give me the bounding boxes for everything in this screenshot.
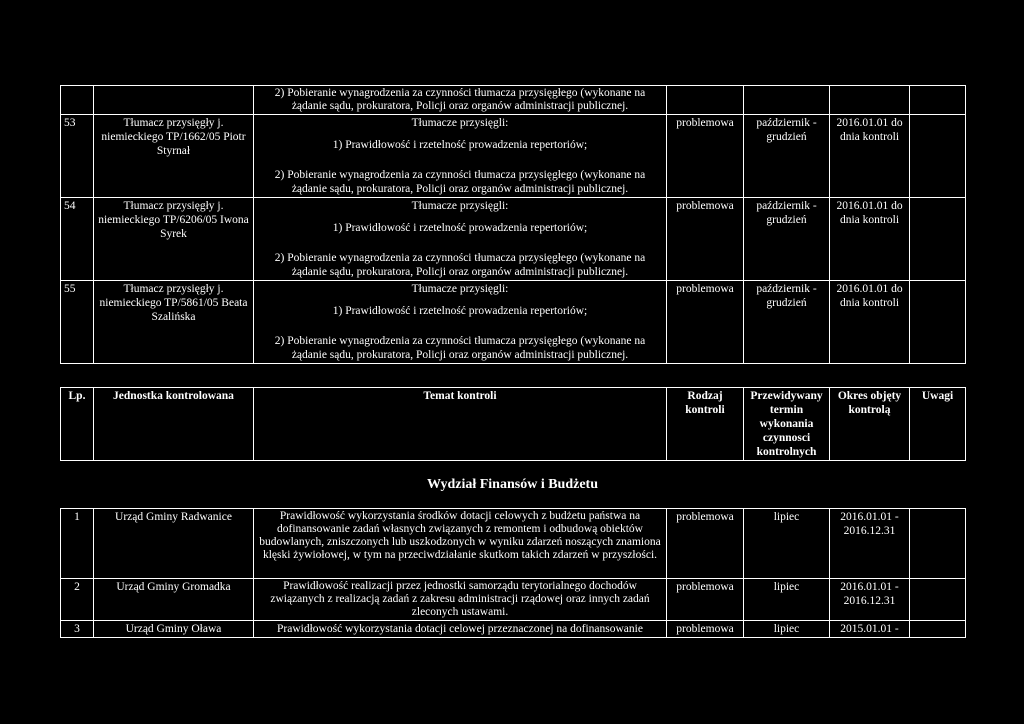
type-cell: problemowa bbox=[667, 281, 744, 364]
scope-cell: 2016.01.01 do dnia kontroli bbox=[830, 198, 910, 281]
topic-point-1: 1) Prawidłowość i rzetelność prowadzenia repertoriów; bbox=[332, 305, 588, 317]
term-cell: październik - grudzień bbox=[744, 115, 830, 198]
notes-cell bbox=[910, 115, 966, 198]
unit-cell: Tłumacz przysięgły j. niemieckiego TP/5861/05 Beata Szalińska bbox=[94, 281, 254, 364]
row-number: 54 bbox=[61, 198, 94, 281]
topic-point-2: 2) Pobieranie wynagrodzenia za czynności tłumacza przysięgłego (wykonane na żądanie sądu, prokuratora, Policji oraz organów administracji publicznej. bbox=[274, 169, 646, 195]
type-cell: problemowa bbox=[667, 579, 744, 621]
unit-cell: Tłumacz przysięgły j. niemieckiego TP/1662/05 Piotr Styrnał bbox=[94, 115, 254, 198]
translators-table bbox=[60, 85, 966, 364]
topic-heading: Tłumacze przysięgli: bbox=[411, 283, 509, 295]
scope-cell: 2016.01.01 - 2016.12.31 bbox=[830, 579, 910, 621]
notes-cell bbox=[910, 579, 966, 621]
header-topic: Temat kontroli bbox=[254, 388, 667, 461]
table-row bbox=[61, 579, 966, 621]
row-number: 1 bbox=[61, 509, 94, 579]
finance-table bbox=[60, 508, 966, 638]
row-number: 2 bbox=[61, 579, 94, 621]
topic-cell bbox=[254, 198, 667, 281]
term-cell: lipiec bbox=[744, 579, 830, 621]
row-number: 3 bbox=[61, 621, 94, 638]
type-cell: problemowa bbox=[667, 621, 744, 638]
type-cell: problemowa bbox=[667, 115, 744, 198]
topic-cell: Prawidłowość wykorzystania środków dotacji celowych z budżetu państwa na dofinansowanie zadań własnych związanych z remontem i odbudową obiektów budowlanych, zniszczonych lub uszkodzonych w wyniku zdarzeń noszących znamiona klęski żywiołowej, w tym na przeciwdziałanie skutkom takich zdarzeń w przyszłości. bbox=[254, 509, 667, 579]
header-notes: Uwagi bbox=[910, 388, 966, 461]
topic-point-2: 2) Pobieranie wynagrodzenia za czynności tłumacza przysięgłego (wykonane na żądanie sądu, prokuratora, Policji oraz organów administracji publicznej. bbox=[274, 335, 646, 361]
topic-cell bbox=[254, 115, 667, 198]
topic-point-1: 1) Prawidłowość i rzetelność prowadzenia repertoriów; bbox=[332, 139, 588, 151]
scope-cell: 2015.01.01 - bbox=[830, 621, 910, 638]
header-table bbox=[60, 387, 966, 461]
notes-cell bbox=[910, 198, 966, 281]
table-row bbox=[61, 86, 966, 115]
notes-cell bbox=[910, 621, 966, 638]
unit-cell: Urząd Gminy Gromadka bbox=[94, 579, 254, 621]
header-scope: Okres objęty kontrolą bbox=[830, 388, 910, 461]
row-number: 55 bbox=[61, 281, 94, 364]
scope-cell: 2016.01.01 - 2016.12.31 bbox=[830, 509, 910, 579]
term-cell: październik - grudzień bbox=[744, 198, 830, 281]
table-row bbox=[61, 281, 966, 364]
notes-cell bbox=[910, 281, 966, 364]
topic-heading: Tłumacze przysięgli: bbox=[411, 200, 509, 212]
term-cell: lipiec bbox=[744, 621, 830, 638]
topic-cell: Prawidłowość realizacji przez jednostki samorządu terytorialnego dochodów związanych z realizacją zadań z zakresu administracji rządowej oraz innych zadań zleconych ustawami. bbox=[254, 579, 667, 621]
header-term: Przewidywany termin wykonania czynnosci kontrolnych bbox=[744, 388, 830, 461]
header-lp: Lp. bbox=[61, 388, 94, 461]
topic-point-2: 2) Pobieranie wynagrodzenia za czynności tłumacza przysięgłego (wykonane na żądanie sądu, prokuratora, Policji oraz organów administracji publicznej. bbox=[274, 252, 646, 278]
type-cell: problemowa bbox=[667, 509, 744, 579]
table-row bbox=[61, 198, 966, 281]
term-cell: lipiec bbox=[744, 509, 830, 579]
unit-cell: Urząd Gminy Radwanice bbox=[94, 509, 254, 579]
topic-cell: 2) Pobieranie wynagrodzenia za czynności tłumacza przysięgłego (wykonane na żądanie sądu, prokuratora, Policji oraz organów administracji publicznej. bbox=[254, 86, 667, 115]
topic-heading: Tłumacze przysięgli: bbox=[411, 117, 509, 129]
header-type: Rodzaj kontroli bbox=[667, 388, 744, 461]
scope-cell: 2016.01.01 do dnia kontroli bbox=[830, 281, 910, 364]
notes-cell bbox=[910, 509, 966, 579]
term-cell: październik - grudzień bbox=[744, 281, 830, 364]
table-row bbox=[61, 115, 966, 198]
topic-point-1: 1) Prawidłowość i rzetelność prowadzenia repertoriów; bbox=[332, 222, 588, 234]
topic-cell: Prawidłowość wykorzystania dotacji celowej przeznaczonej na dofinansowanie bbox=[254, 621, 667, 638]
topic-cell bbox=[254, 281, 667, 364]
type-cell: problemowa bbox=[667, 198, 744, 281]
unit-cell: Urząd Gminy Oława bbox=[94, 621, 254, 638]
header-unit: Jednostka kontrolowana bbox=[94, 388, 254, 461]
table-row bbox=[61, 509, 966, 579]
section-title: Wydział Finansów i Budżetu bbox=[426, 477, 598, 492]
header-row bbox=[61, 388, 966, 461]
row-number: 53 bbox=[61, 115, 94, 198]
scope-cell: 2016.01.01 do dnia kontroli bbox=[830, 115, 910, 198]
unit-cell: Tłumacz przysięgły j. niemieckiego TP/6206/05 Iwona Syrek bbox=[94, 198, 254, 281]
table-row bbox=[61, 621, 966, 638]
